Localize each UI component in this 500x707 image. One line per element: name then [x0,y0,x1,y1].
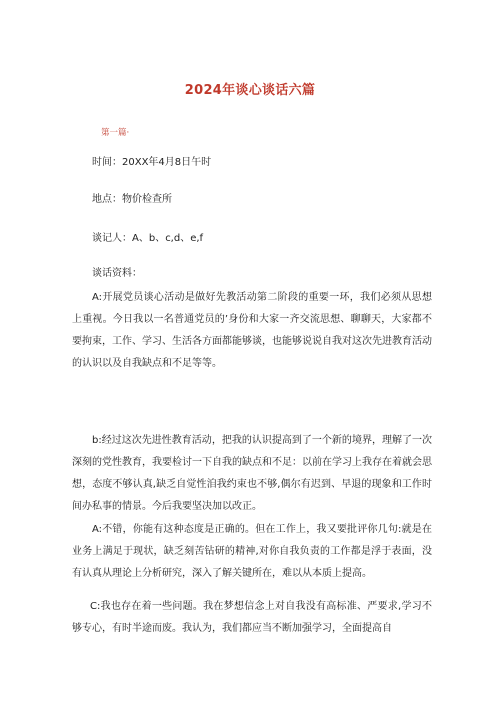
meeting-time: 时间：20XX年4月8日午时 [92,157,212,168]
materials-label: 谈话资料： [92,268,142,279]
meeting-place: 地点：物价检查所 [92,194,172,205]
paragraph-a1: A:开展党员谈心活动是做好先教活动第二阶段的重要一环，我们必须从思想上重视。今日我以一名普通党员的’身份和大家一齐交流思想、聊聊天，大家都不要拘束，工作、学习、生活各方面都能够谈，也能够说说自我对这次先进教育活动的认识以及自我缺点和不足等等。 [72,292,432,369]
section-label: 第一篇· [101,128,130,138]
paragraph-c: C:我也存在着一些问题。我在梦想信念上对自我没有高标准、严要求,学习不够专心，有时半途而废。我认为，我们都应当不断加强学习，全面提高自 [72,601,432,634]
meeting-participants: 谈记人：A、b、c,d、e,f [92,233,204,244]
paragraph-b: b:经过这次先进性教育活动，把我的认识提高到了一个新的境界，理解了一次深刻的党性教育，我要检讨一下自我的缺点和不足：以前在学习上我存在着就会思想，态度不够认真,缺乏自觉性洎我约束也不够,偶尔有迟到、早退的现象和工作时间办私事的情景。今后我要坚决加以改正。 [72,435,432,512]
paragraph-a2: A:不错，你能有这种态度是正确的。但在工作上，我又要批评你几句:就是在业务上满足于现状，缺乏刻苦钻研的精神,对你自我负责的工作都是浮于表面，没有认真从理论上分析研究，深入了解关键所在，难以从本质上提高。 [72,524,432,579]
document-title: 2024年谈心谈话六篇 [184,83,316,98]
